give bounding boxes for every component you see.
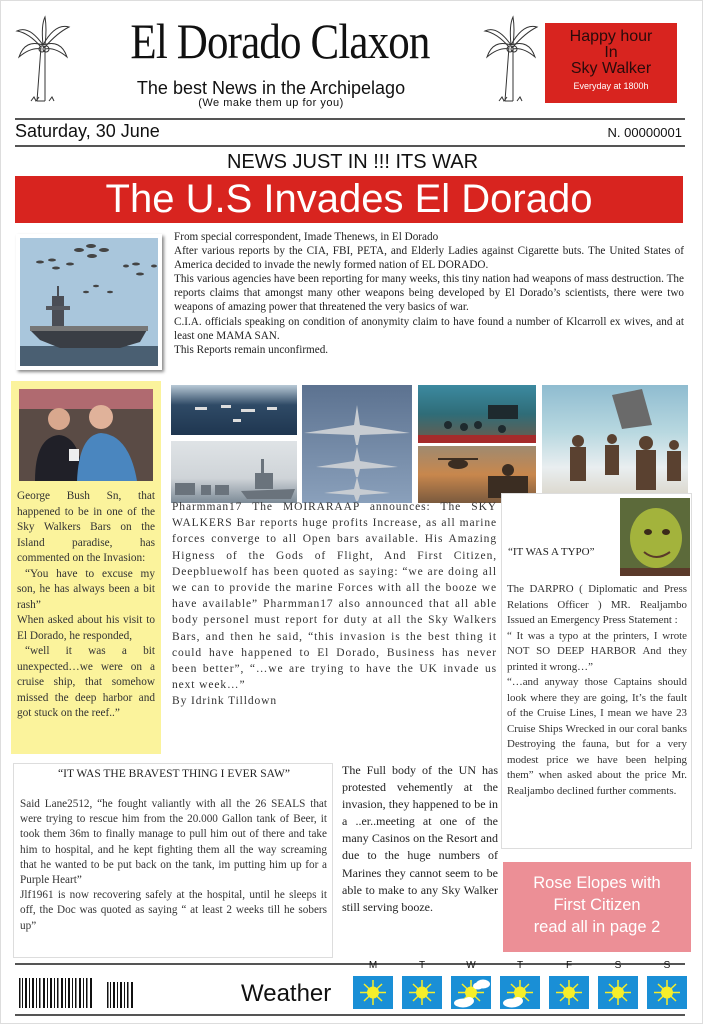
sun-icon [647,976,687,1009]
fighter-jets-photo [302,385,412,503]
lead-paragraph: C.I.A. officials speaking on condition of anonymity claim to have found a number of Klcarroll ex wives, and at least one MAMA SAN. [174,315,684,342]
bravest-heading: “IT WAS THE BRAVEST THING I EVER SAW” [58,768,290,780]
weather-day-label: T [516,960,524,971]
weather-day-label: S [614,960,622,971]
typo-paragraph: “ It was a typo at the printers, I wrote NOT SO DEEP HARBOR And they printed it wrong…” [507,629,687,673]
marines-wading-photo [542,385,688,503]
bravest-paragraph: Said Lane2512, “he fought valiantly with all the 26 SEALS that were trying to rescue him from the 20.000 Gallon tank of Beer, it took them 36m to finally manage to pull him out of there and take him to hospital, and he kept fighting them all the way screaming that he wanted to be put back on the tank, im putting him up for a Purple Heart” [20,798,327,887]
bravest-paragraph: Jlf1961 is now recovering safely at the hospital, until he sleeps it off, the Doc was quoted as saying “ at least 2 weeks till he sobers up” [20,889,327,932]
divider [15,145,685,147]
shrek-photo [620,498,690,576]
typo-article [501,493,692,849]
sun-icon [402,976,442,1009]
tagline: The best News in the Archipelago [136,78,406,98]
ad-line-3: Sky Walker [570,60,652,77]
aircraft-carrier-photo [16,234,162,370]
happy-hour-ad[interactable] [545,23,677,103]
typo-paragraph: The DARPRO ( Diplomatic and Press Relations Officer ) MR. Realjambo Issued an Emergency Press Statement : [507,583,687,626]
promo-line-1: Rose Elopes with [533,874,661,892]
issue-date: Saturday, 30 June [15,121,160,141]
fleet-photo [171,385,297,435]
rose-promo[interactable] [503,862,691,952]
promo-line-3: read all in page 2 [533,918,661,936]
headline: The U.S Invades El Dorado [15,176,683,223]
lead-paragraph: This Reports remain unconfirmed. [174,343,329,356]
sun-icon [549,976,589,1009]
ad-line-1: Happy hour [569,28,653,45]
bravest-article-text [20,797,327,934]
sun-cloud-icon [451,976,491,1009]
sidebar-paragraph: When asked about his visit to El Dorado, he responded, [17,614,155,642]
sky-walkers-article [172,499,497,710]
weather-day-label: W [466,960,476,971]
issue-number: N. 00000001 [607,125,682,140]
main-story-byline: By Idrink Tilldown [172,695,278,708]
lead-paragraph: After various reports by the CIA, FBI, PETA, and Elderly Ladies against Cigarette buts. The United States of America decided to invade the newly formed nation of EL DORADO. [174,245,684,272]
ad-line-4: Everyday at 1800h [573,81,649,91]
beach-landing-photo [418,385,536,443]
palm-tree-icon [15,15,71,105]
kicker: NEWS JUST IN !!! ITS WAR [226,151,479,173]
weather-day-label: T [418,960,426,971]
weather-day-label: F [565,960,573,971]
ad-line-2: In [604,44,618,61]
sidebar-paragraph: “You have to excuse my son, he has always been a bit rash” [17,567,155,611]
divider [15,1014,685,1016]
bush-article [17,489,155,722]
sidebar-paragraph: George Bush Sn, that happened to be in one of the Sky Walkers Bars on the Island paradise, has commented on the Invasion: [17,490,155,564]
typo-article-text [507,582,687,799]
subtagline: (We make them up for you) [198,97,344,109]
bravest-article [13,763,333,958]
main-story-text: Pharmman17 The MOIRARAAP announces: The SKY WALKERS Bar reports huge profits Increase, as all marine forces converge to all Open bars available. His Amazing Higness of the Gods of Flight, And First Citizen, Deepbluewolf has been quoted as saying: “we are doing all we can to provide the marine Forces with all the booze we have available” Pharmman17 also announced that all able body personel must report for duty at all the Sky Walkers Bars, and then he said, “this invasion is the best thing it could have happened to El Dorado, Business has never been better”, “…we are trying to have the UK invade us next week…” [172,501,497,692]
sun-icon [353,976,393,1009]
typo-paragraph: “…and anyway those Captains should look where they are going, It’s the fault of the Cruise Lines, I mean we have 23 Cruise Ships Wrecked in our coral banks Destroying the fauna, but for a very modest price we have been helping them” when asked about the price Mr. Realjambo declined further comments. [507,676,687,797]
sidebar-paragraph: “well it was a bit unexpected…we were on a cruise ship, that somehow missed the deep harbor and got stuck on the reef..” [17,645,155,719]
weather-day-label: M [368,960,378,971]
promo-line-2: First Citizen [553,896,641,914]
bush-photo [19,389,153,481]
warships-photo [171,441,297,503]
sun-cloud-icon [500,976,540,1009]
sun-icon [598,976,638,1009]
typo-heading: “IT WAS A TYPO” [508,546,595,558]
lead-paragraph: This various agencies have been reporting for many weeks, this tiny nation had weapons of mass destruction. The reports claims that amongst many other weapons being developed by El Dorado’s scientists, there were two weapons of amazing power that threatened the very basics of war. [174,273,684,314]
palm-tree-icon [483,15,539,105]
lead-article [174,230,684,357]
bush-sidebar [11,381,161,754]
lead-paragraph: From special correspondent, Imade Thenews, in El Dorado [174,231,439,243]
newspaper-title: El Dorado Claxon [130,13,430,69]
barcode [17,976,157,1016]
divider [15,118,685,120]
un-article: The Full body of the UN has protested vehemently at the invasion, they happened to be in a ..er..meeting at one of the many Casinos on the Resort and due to the huge numbers of Marines they cannot seem to be able to make to any Sky Walker still serving booze. [342,763,498,914]
weather-day-label: S [663,960,671,971]
weather-label: Weather [241,980,332,1007]
